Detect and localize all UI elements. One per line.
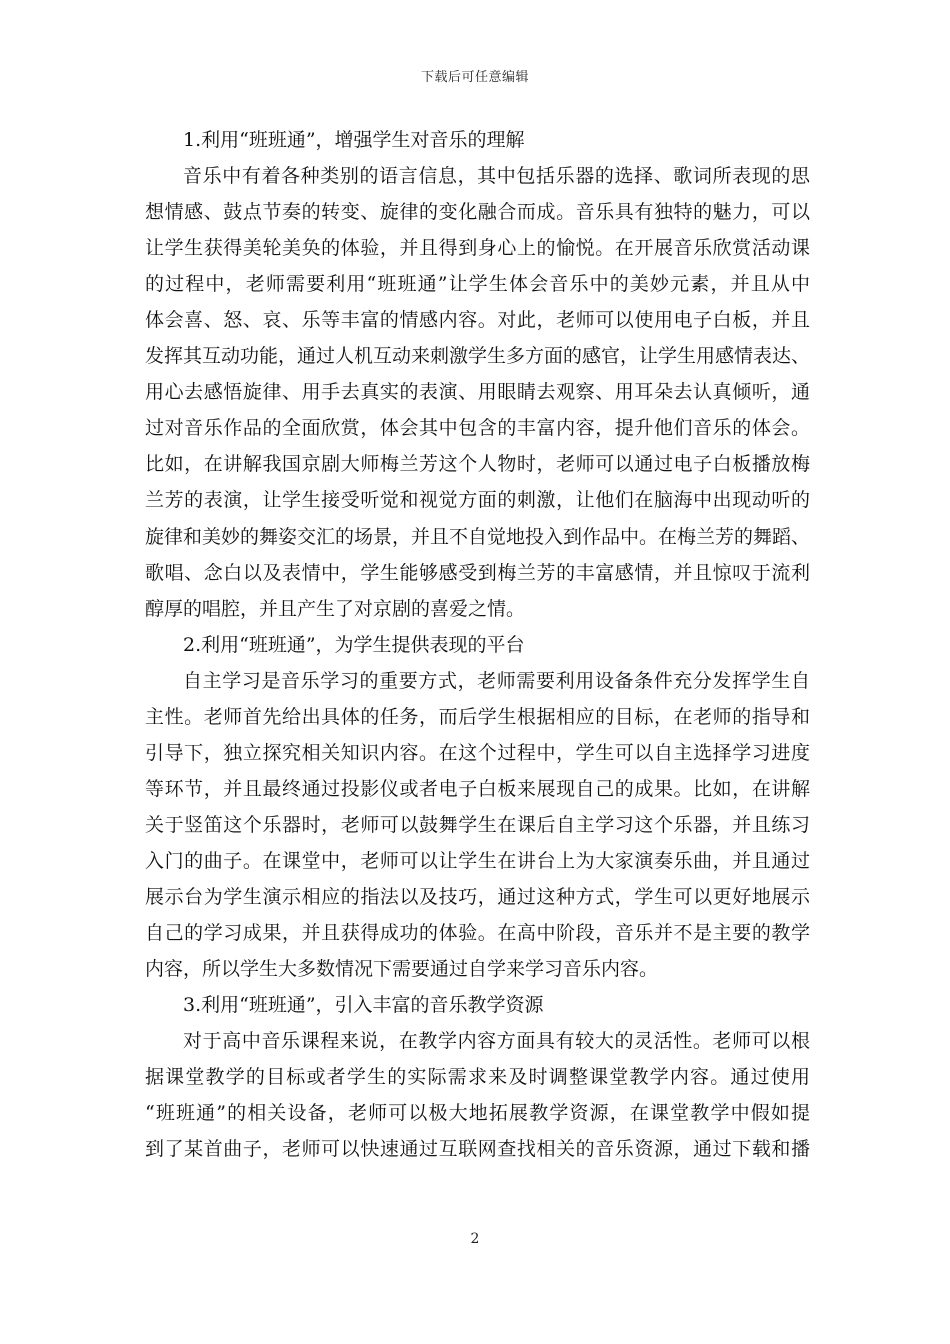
paragraph-line: 自己的学习成果，并且获得成功的体验。在高中阶段，音乐并不是主要的教学 xyxy=(145,922,810,945)
paragraph-line: 入门的曲子。在课堂中，老师可以让学生在讲台上为大家演奏乐曲，并且通过 xyxy=(145,849,810,872)
paragraph-line: 展示台为学生演示相应的指法以及技巧，通过这种方式，学生可以更好地展示 xyxy=(145,885,810,908)
paragraph-line: 发挥其互动功能，通过人机互动来刺激学生多方面的感官，让学生用感情表达、 xyxy=(145,345,810,368)
paragraph-line: 音乐中有着各种类别的语言信息，其中包括乐器的选择、歌词所表现的思 xyxy=(183,165,810,188)
paragraph-line: 醇厚的唱腔，并且产生了对京剧的喜爱之情。 xyxy=(145,597,526,620)
paragraph-line: 歌唱、念白以及表情中，学生能够感受到梅兰芳的丰富感情，并且惊叹于流利 xyxy=(145,561,810,584)
paragraph-line: 旋律和美妙的舞姿交汇的场景，并且不自觉地投入到作品中。在梅兰芳的舞蹈、 xyxy=(145,525,810,548)
paragraph-line: 等环节，并且最终通过投影仪或者电子白板来展现自己的成果。比如，在讲解 xyxy=(145,777,810,800)
paragraph-line: 体会喜、怒、哀、乐等丰富的情感内容。对此，老师可以使用电子白板，并且 xyxy=(145,309,810,332)
paragraph-line: 兰芳的表演，让学生接受听觉和视觉方面的刺激，让他们在脑海中出现动听的 xyxy=(145,489,810,512)
paragraph-line: 关于竖笛这个乐器时，老师可以鼓舞学生在课后自主学习这个乐器，并且练习 xyxy=(145,813,810,836)
paragraph-line: 到了某首曲子，老师可以快速通过互联网查找相关的音乐资源，通过下载和播 xyxy=(145,1138,810,1161)
paragraph-line: 比如，在讲解我国京剧大师梅兰芳这个人物时，老师可以通过电子白板播放梅 xyxy=(145,453,810,476)
section-heading: 3.利用“班班通”，引入丰富的音乐教学资源 xyxy=(183,994,544,1017)
paragraph-line: 想情感、鼓点节奏的转变、旋律的变化融合而成。音乐具有独特的魅力，可以 xyxy=(145,201,810,224)
page-header: 下载后可任意编辑 xyxy=(420,70,529,85)
paragraph-line: 引导下，独立探究相关知识内容。在这个过程中，学生可以自主选择学习进度 xyxy=(145,741,810,764)
section-heading: 1.利用“班班通”，增强学生对音乐的理解 xyxy=(183,129,525,151)
paragraph-line: 的过程中，老师需要利用“班班通”让学生体会音乐中的美妙元素，并且从中 xyxy=(145,273,810,296)
section-1 xyxy=(145,122,810,627)
paragraph-line: 据课堂教学的目标或者学生的实际需求来及时调整课堂教学内容。通过使用 xyxy=(145,1066,810,1089)
section-3 xyxy=(145,987,810,1167)
paragraph-line: 过对音乐作品的全面欣赏，体会其中包含的丰富内容，提升他们音乐的体会。 xyxy=(145,417,810,440)
paragraph-line: 让学生获得美轮美奂的体验，并且得到身心上的愉悦。在开展音乐欣赏活动课 xyxy=(145,237,810,260)
section-heading: 2.利用“班班通”，为学生提供表现的平台 xyxy=(183,633,525,656)
paragraph-line: 自主学习是音乐学习的重要方式，老师需要利用设备条件充分发挥学生自 xyxy=(183,669,810,692)
paragraph-line: 内容，所以学生大多数情况下需要通过自学来学习音乐内容。 xyxy=(145,958,659,981)
paragraph-line: 用心去感悟旋律、用手去真实的表演、用眼睛去观察、用耳朵去认真倾听，通 xyxy=(145,381,810,404)
paragraph-line: 对于高中音乐课程来说，在教学内容方面具有较大的灵活性。老师可以根 xyxy=(183,1030,810,1053)
section-2 xyxy=(145,627,810,987)
page-number: 2 xyxy=(470,1231,480,1247)
paragraph-line: 主性。老师首先给出具体的任务，而后学生根据相应的目标，在老师的指导和 xyxy=(145,705,810,728)
paragraph-line: “班班通”的相关设备，老师可以极大地拓展教学资源，在课堂教学中假如提 xyxy=(145,1102,810,1125)
document-body xyxy=(145,122,810,1167)
